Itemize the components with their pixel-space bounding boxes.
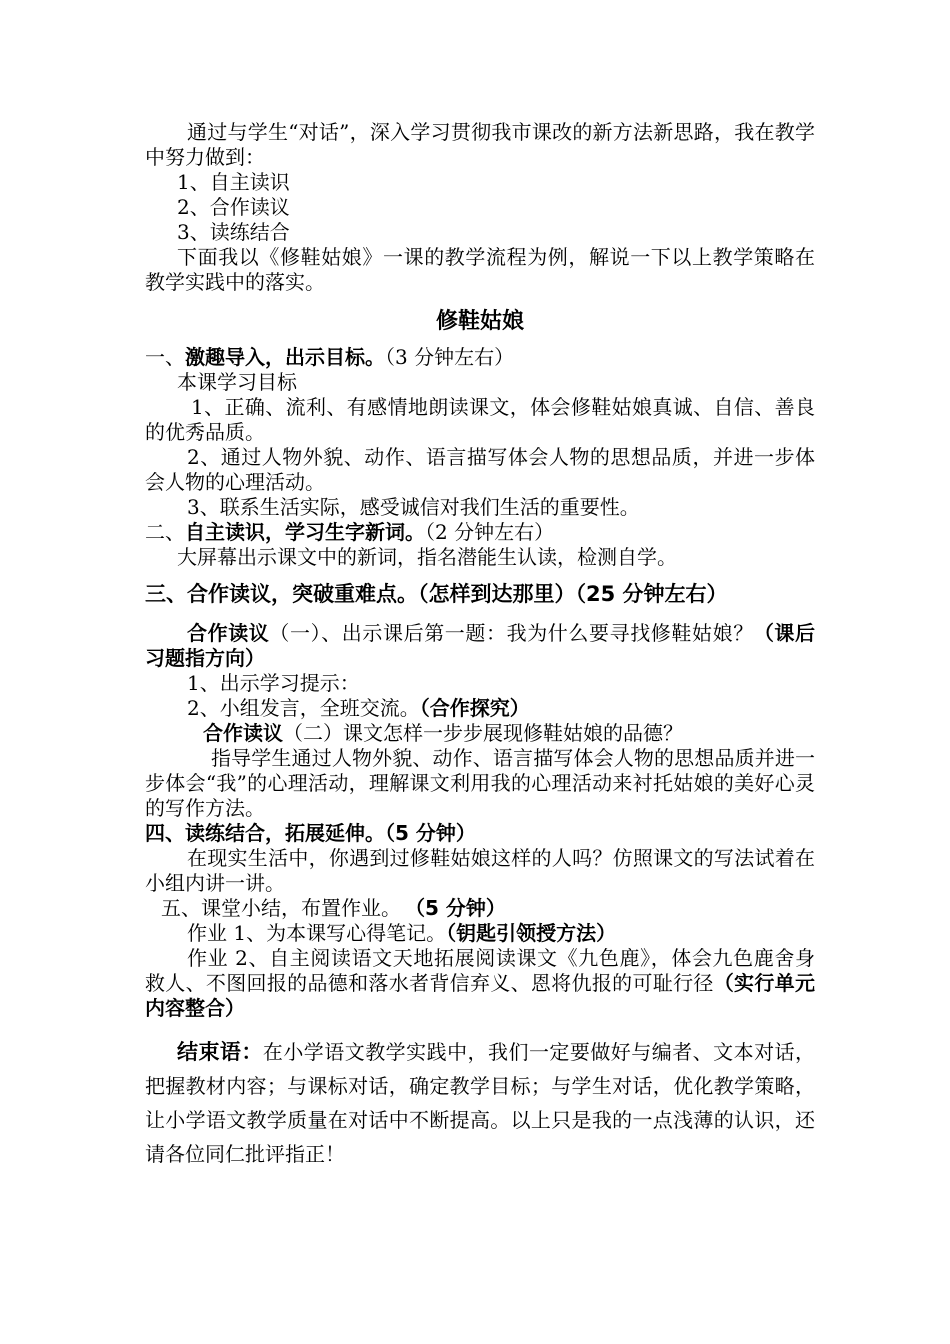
homework-2-note: （实行单元内容整合）	[145, 971, 815, 1020]
section-5-heading	[145, 896, 815, 921]
discussion-2-body: 指导学生通过人物外貌、动作、语言描写体会人物的思想品质并进一步体会“我”的心理活动，理解课文利用我的心理活动来衬托姑娘的美好心灵的写作方法。	[145, 746, 815, 820]
discussion-2-text: （二）课文怎样一步步展现修鞋姑娘的品德？	[283, 721, 683, 745]
section-2-number: 二、	[145, 520, 185, 544]
step-2-text: 2、小组发言，全班交流。	[187, 696, 420, 720]
closing-text: 在小学语文教学实践中，我们一定要做好与编者、文本对话，把握教材内容；与课标对话，确定教学目标；与学生对话，优化教学策略，让小学语文教学质量在对话中不断提高。以上只是我的一点浅薄的认识，还请各位同仁批评指正！	[145, 1040, 816, 1166]
discussion-1-label: 合作读议	[187, 621, 270, 645]
section-1-time: （3 分钟左右）	[385, 345, 515, 369]
section-2-time: （2 分钟左右）	[425, 520, 555, 544]
discussion-1	[145, 621, 815, 671]
homework-1-note: （钥匙引领授方法）	[446, 921, 617, 945]
closing-paragraph	[145, 1035, 815, 1171]
step-1: 1、出示学习提示：	[187, 671, 360, 695]
discussion-2-label: 合作读议	[203, 721, 283, 745]
goal-3: 3、联系生活实际，感受诚信对我们生活的重要性。	[187, 495, 640, 519]
goal-1: 1、正确、流利、有感情地朗读课文，体会修鞋姑娘真诚、自信、善良的优秀品质。	[145, 395, 815, 444]
section-2-heading	[145, 520, 815, 545]
section-2-body: 大屏幕出示课文中的新词，指名潜能生认读，检测自学。	[177, 545, 677, 569]
step-2-note: （合作探究）	[419, 696, 530, 720]
homework-1-text: 作业 1、为本课写心得笔记。	[187, 921, 447, 945]
section-4-body: 在现实生活中，你遇到过修鞋姑娘这样的人吗？仿照课文的写法试着在小组内讲一讲。	[145, 846, 815, 895]
section-1-heading	[145, 345, 815, 370]
section-1-title: 激趣导入，出示目标。	[185, 345, 385, 369]
lesson-title: 修鞋姑娘	[435, 309, 524, 334]
section-2-title: 自主读识，学习生字新词。	[185, 520, 425, 544]
discussion-1-text: （一）、出示课后第一题：我为什么要寻找修鞋姑娘？	[269, 621, 754, 645]
discussion-1-note: （课后习题指方向）	[145, 621, 816, 670]
closing-label: 结束语：	[177, 1040, 263, 1064]
section-5-time: （5 分钟）	[415, 896, 506, 920]
goals-label: 本课学习目标	[177, 370, 297, 394]
homework-1	[145, 921, 815, 946]
section-3-heading: 三、合作读议，突破重难点。（怎样到达那里）（25 分钟左右）	[145, 582, 728, 606]
intro-paragraph-2: 下面我以《修鞋姑娘》一课的教学流程为例，解说一下以上教学策略在教学实践中的落实。	[145, 245, 815, 294]
homework-2	[145, 946, 815, 1021]
section-1-number: 一、	[145, 345, 185, 369]
document-page	[145, 120, 815, 1171]
discussion-2	[145, 721, 815, 746]
homework-2-text: 作业 2、自主阅读语文天地拓展阅读课文《九色鹿》，体会九色鹿舍身救人、不图回报的品德和落水者背信弃义、恩将仇报的可耻行径	[145, 946, 815, 995]
goal-2: 2、通过人物外貌、动作、语言描写体会人物的思想品质，并进一步体会人物的心理活动。	[145, 445, 815, 494]
intro-item-3: 3、读练结合	[177, 220, 290, 244]
intro-paragraph: 通过与学生“对话”，深入学习贯彻我市课改的新方法新思路，我在教学中努力做到：	[145, 120, 815, 169]
section-4-heading: 四、读练结合，拓展延伸。（5 分钟）	[145, 821, 476, 845]
step-2	[145, 696, 815, 721]
intro-item-1: 1、自主读识	[177, 170, 290, 194]
section-5-title: 五、课堂小结，布置作业。	[161, 896, 401, 920]
intro-item-2: 2、合作读议	[177, 195, 290, 219]
